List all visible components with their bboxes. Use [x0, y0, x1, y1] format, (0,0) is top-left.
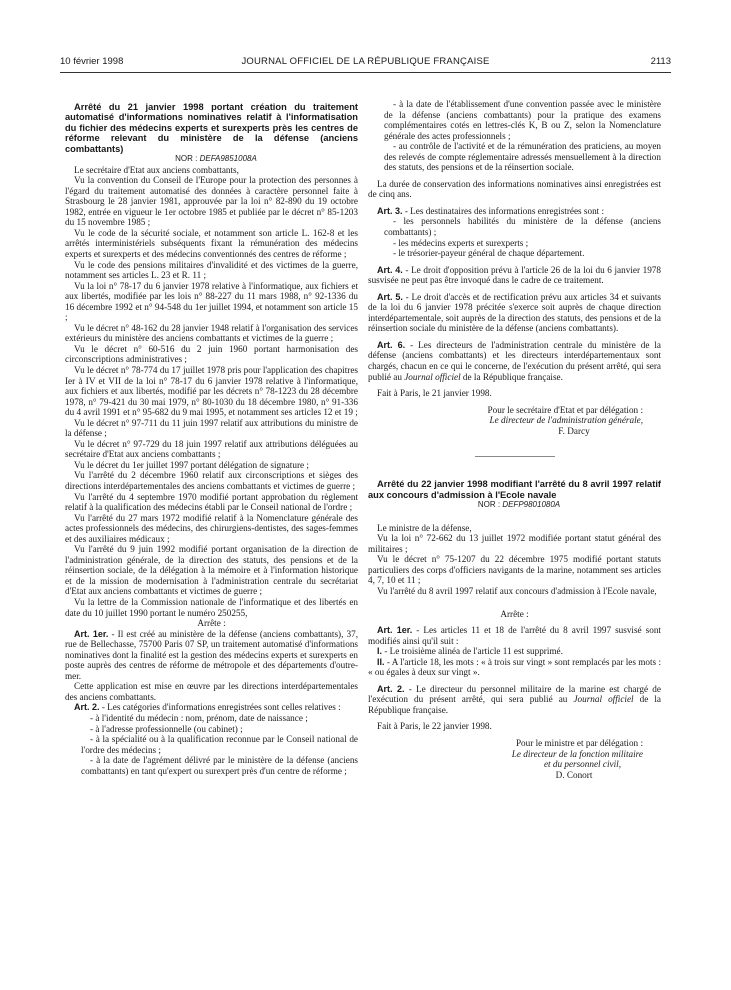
decree2-signature-title [368, 749, 661, 760]
decree-separator [475, 456, 555, 457]
decree1-para: Vu le décret du 1er juillet 1997 portant délégation de signature ; [74, 459, 309, 470]
decree1-arrete: Arrête : [197, 618, 226, 629]
decree1-article-1-p2: Cette application est mise en œuvre par les directions interdépartementales des anciens combattants. [65, 681, 358, 702]
journal-officiel-ref: Journal officiel [404, 371, 461, 382]
article-text: - A l'article 18, les mots : « à trois sur vingt » sont remplacés par les mots : « ou égales à deux sur vingt ». [368, 656, 661, 678]
decree1-para: Vu le décret n° 97-729 du 18 juin 1997 relatif aux attributions déléguées au secrétaire d'Etat aux anciens combattants ; [65, 438, 358, 460]
article-text: - Les directeurs de l'administration centrale du ministère de la défense (anciens combattants) et les directeurs interdépartementaux sont chargés, chacun en ce qui le concerne, de l'exécution du présent arrêté, qui sera publié au [368, 339, 661, 382]
decree2-article-1-i [368, 646, 661, 657]
article-text: de la République française. [368, 694, 662, 715]
decree1-para: Vu la lettre de la Commission nationale de l'informatique et des libertés en date du 10 juillet 1990 portant le numéro 250255, [65, 597, 358, 618]
decree1-signature-line: Pour le secrétaire d'Etat et par délégation : [487, 404, 643, 415]
decree2-title: Arrêté du 22 janvier 1998 modifiant l'arrêté du 8 avril 1997 relatif aux concours d'admission à l'Ecole navale [368, 479, 661, 500]
decree1-nor [65, 154, 358, 165]
article-label: Art. 3. [377, 205, 403, 216]
article-text: - Le droit d'accès et de rectification prévu aux articles 34 et suivants de la loi du 6 janvier 1978 précitée s'exerce soit auprès de chaque direction interdépartementale, soit auprès de la direction des statuts, des pensions et de la réinsertion sociale du ministère de la défense (anciens combattants). [368, 291, 661, 334]
decree1-para: Vu le code des pensions militaires d'invalidité et des victimes de la guerre, notamment ses articles L. 23 et R. 11 ; [65, 259, 358, 281]
list-item: - le trésorier-payeur général de chaque département. [393, 248, 585, 259]
header-date: 10 février 1998 [60, 56, 124, 67]
decree1-para: Vu la loi n° 78-17 du 6 janvier 1978 relative à l'informatique, aux fichiers et aux libertés, modifiée par les lois n° 88-227 du 11 mars 1988, n° 92-1336 du 16 décembre 1992 et n° 94-548 du 1er juillet 1994, et notamment son article 15 ; [65, 280, 358, 323]
decree2-signature-line: Pour le ministre et par délégation : [515, 737, 643, 748]
article-text: de la République française. [460, 371, 563, 382]
article-label: Art. 6. [377, 339, 406, 350]
article-text: - Il est créé au ministère de la défense (anciens combattants), 37, rue de Bellechasse, 75700 Paris 07 SP, un traitement automatisé d'informations nominatives dont la finalité est la gestion des médecins experts et surexperts en poste auprès des centres de réforme de métropole et des départements d'outre-mer. [65, 628, 358, 681]
decree1-signature-title [368, 415, 661, 426]
list-item: - à la date de l'agrément délivré par le ministère de la défense (anciens combattants) en tant qu'expert ou surexpert près d'un centre de réforme ; [81, 755, 358, 776]
header-rule [60, 72, 671, 73]
decree2-signature-role: Le directeur de la fonction militaire [511, 748, 643, 759]
subarticle-label: II. [377, 656, 385, 667]
decree2-para: Vu la loi n° 72-662 du 13 juillet 1972 modifiée portant statut général des militaires ; [368, 533, 661, 554]
list-item: - les personnels habilités du ministère de la défense (anciens combattants) ; [384, 216, 661, 238]
decree1-fait: Fait à Paris, le 21 janvier 1998. [377, 388, 492, 399]
decree1-para: Vu le décret n° 48-162 du 28 janvier 1948 relatif à l'organisation des services extérieurs du ministère des anciens combattants et victimes de la guerre ; [65, 322, 358, 344]
decree1-para: Vu l'arrêté du 4 septembre 1970 modifié portant approbation du règlement relatif à la qualification des médecins établi par le Conseil national de l'ordre ; [65, 491, 358, 513]
list-item: - les médecins experts et surexperts ; [393, 237, 529, 248]
decree1-para: Vu l'arrêté du 2 décembre 1960 relatif aux circonscriptions et sièges des directions interdépartementales des anciens combattants et victimes de guerre ; [65, 470, 358, 491]
decree2-article-1-ii [368, 657, 661, 678]
article-label: Art. 2. [377, 683, 405, 694]
article-label: Art. 5. [377, 291, 403, 302]
decree1-signatory: F. Darcy [558, 425, 590, 436]
decree1-title: Arrêté du 21 janvier 1998 portant création du traitement automatisé d'informations nominatives relatif à l'informatisation du fichier des médecins experts et surexperts près les centres de réforme relevant du ministère de la défense (anciens combattants) [65, 102, 358, 154]
decree1-para: Vu le décret n° 78-774 du 17 juillet 1978 pris pour l'application des chapitres Ier à IV et VII de la loi n° 78-17 du 6 janvier 1978 relative à l'informatique, aux fichiers et aux libertés, modifié par les décrets n° 78-1223 du 28 décembre 1978, n° 79-421 du 30 mai 1979, n° 80-1030 du 18 décembre 1980, n° 91-336 du 4 avril 1991 et n° 95-682 du 9 mai 1995, et notamment ses articles 12 et 19 ; [65, 364, 358, 418]
article-label: Art. 1er. [74, 628, 109, 639]
decree2-para: Vu le décret n° 75-1207 du 22 décembre 1975 modifié portant statuts particuliers des corps d'officiers navigants de la marine, notamment ses articles 4, 7, 10 et 11 ; [368, 554, 661, 586]
decree1-para: Vu le décret n° 60-516 du 2 juin 1960 portant harmonisation des circonscriptions administratives ; [65, 343, 358, 365]
decree1-para: Vu l'arrêté du 9 juin 1992 modifié portant organisation de la direction de l'administration générale, de la direction des statuts, des pensions et de la réinsertion sociale, de la délégation à la mémoire et à l'information historique et de la mission de modernisation à l'administration centrale du secrétariat d'Etat aux anciens combattants et victimes de guerre ; [65, 544, 358, 597]
article-text: - Le directeur du personnel militaire de la marine est chargé de l'exécution du présent arrêté, qui sera publié au [368, 683, 661, 705]
decree1-article-5 [368, 292, 661, 334]
decree1-article-1 [65, 629, 358, 682]
page-header [60, 56, 671, 72]
decree2-signature-title-2 [368, 759, 661, 770]
list-item: - à la spécialité ou à la qualification reconnue par le Conseil national de l'ordre des médecins ; [81, 734, 358, 755]
article-label: Art. 4. [377, 264, 403, 275]
subarticle-label: I. [377, 646, 383, 657]
list-item: - à la date de l'établissement d'une convention passée avec le ministère de la défense (anciens combattants) pour la pratique des examens complémentaires cotés en lettres-clés K, B ou Z, selon la Nomenclature générale des actes professionnels ; [384, 99, 661, 141]
decree1-article-2 [65, 702, 358, 713]
header-page-number: 2113 [650, 56, 671, 67]
decree1-article-6 [368, 340, 661, 382]
decree1-para: Le secrétaire d'Etat aux anciens combattants, [74, 164, 239, 175]
decree1-nor-code: DEFA9851008A [199, 154, 257, 164]
decree1-nor-label: NOR : [175, 154, 198, 164]
article-text: - Le troisième alinéa de l'article 11 est supprimé. [382, 646, 563, 657]
decree2-signatory: D. Conort [555, 769, 593, 780]
header-journal-title: JOURNAL OFFICIEL DE LA RÉPUBLIQUE FRANÇAISE [241, 56, 490, 67]
article-text: - Les articles 11 et 18 de l'arrêté du 8 avril 1997 susvisé sont modifiés ainsi qu'il suit : [368, 625, 661, 646]
journal-officiel-ref: Journal officiel [573, 694, 634, 705]
decree2-arrete: Arrête : [500, 608, 529, 619]
decree2-fait: Fait à Paris, le 22 janvier 1998. [377, 721, 492, 732]
decree1-para: Vu le code de la sécurité sociale, et notamment son article L. 162-8 et les arrêtés interministériels subséquents fixant la rémunération des médecins experts et surexperts et des médecins conventionnés des centres de réforme ; [65, 227, 358, 259]
decree2-article-1 [368, 625, 661, 646]
left-column [65, 102, 358, 776]
list-item: - au contrôle de l'activité et de la rémunération des praticiens, au moyen des relevés de compte réglementaire adressés mensuellement à la direction des statuts, des pensions et de la réinsertion sociale. [384, 141, 661, 173]
decree2-signature-role-2: et du personnel civil, [543, 759, 621, 770]
decree1-para: Vu le décret n° 97-711 du 11 juin 1997 relatif aux attributions du ministre de la défense ; [65, 417, 358, 439]
article-label: Art. 2. [74, 702, 100, 713]
decree1-signature-role: Le directeur de l'administration générale, [489, 415, 643, 426]
decree2-nor [368, 500, 661, 511]
decree1-para: Vu l'arrêté du 27 mars 1972 modifié relatif à la Nomenclature générale des actes professionnels des médecins, des chirurgiens-dentistes, des sages-femmes et des auxiliaires médicaux ; [65, 512, 358, 544]
article-label: Art. 1er. [377, 625, 413, 636]
right-column [368, 99, 661, 780]
decree2-article-2 [368, 684, 661, 716]
decree2-para: Le ministre de la défense, [377, 522, 472, 533]
article-text: - Les catégories d'informations enregistrées sont celles relatives : [99, 702, 341, 713]
decree2-nor-label: NOR : [477, 500, 501, 510]
decree1-para: Vu la convention du Conseil de l'Europe pour la protection des personnes à l'égard du traitement automatisé des données à caractère personnel faite à Strasbourg le 28 janvier 1981, approuvée par la loi n° 82-890 du 19 octobre 1982, entrée en vigueur le 1er octobre 1985 et publiée par le décret n° 85-1203 du 15 novembre 1985 ; [65, 175, 358, 228]
decree2-para: Vu l'arrêté du 8 avril 1997 relatif aux concours d'admission à l'Ecole navale, [377, 585, 657, 596]
article-text: - Les destinataires des informations enregistrées sont : [402, 205, 605, 216]
decree1-article-2-p2: La durée de conservation des informations nominatives ainsi enregistrées est de cinq ans. [368, 178, 661, 200]
decree1-article-4 [368, 265, 661, 286]
list-item: - à l'adresse professionnelle (ou cabinet) ; [90, 723, 243, 734]
list-item: - à l'identité du médecin : nom, prénom, date de naissance ; [90, 713, 308, 724]
article-text: - Le droit d'opposition prévu à l'article 26 de la loi du 6 janvier 1978 susvisée ne peut pas être invoqué dans le cadre de ce traitement. [368, 264, 661, 286]
decree1-article-3 [368, 206, 661, 217]
decree2-nor-code: DEFP9801080A [502, 500, 561, 510]
